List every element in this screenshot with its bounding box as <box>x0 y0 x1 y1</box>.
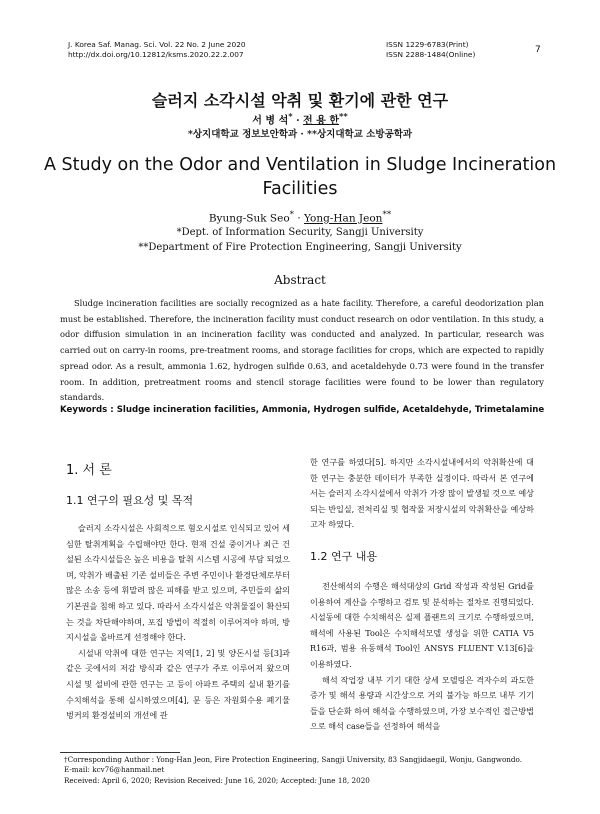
english-affiliation-1: *Dept. of Information Security, Sangji University <box>176 227 424 238</box>
author-1-en: Byung-Suk Seo <box>208 212 290 225</box>
doi-link[interactable]: http://dx.doi.org/10.12812/ksms.2020.22.2.007 <box>68 50 244 59</box>
corresponding-author: †Corresponding Author : Yong-Han Jeon, Fire Protection Engineering, Sangji University, 83 Sangjidaegil, Wonju, Gangwondo. <box>64 755 523 764</box>
korean-affiliation: *상지대학교 정보보안학과 · **상지대학교 소방공학과 <box>187 129 413 140</box>
korean-title: 슬러지 소각시설 악취 및 환기에 관한 연구 <box>151 91 449 110</box>
journal-citation: J. Korea Saf. Manag. Sci. Vol. 22 No. 2 June 2020 <box>68 40 246 49</box>
right-paragraph-3: 해석 작업장 내부 기기 대한 상세 모델링은 격자수의 과도한 증가 및 해석 용량과 시간상으로 거의 불가능 하므로 내부 기기들을 단순화 하여 해석을 수행하였으며, 가장 보수적인 접근방법으로 해석 case들을 선정하여 해석을 <box>310 674 534 732</box>
author-2-en: Yong-Han Jeon <box>304 212 383 225</box>
author-2-en-mark: ** <box>382 210 392 220</box>
author-2-kr: 전 용 한 <box>303 115 339 127</box>
journal-header <box>68 40 246 60</box>
footnote-divider <box>60 752 180 753</box>
abstract-heading: Abstract <box>274 273 326 287</box>
page-number: 7 <box>535 45 541 55</box>
author-2-kr-mark: ** <box>339 111 348 121</box>
abstract-text: Sludge incineration facilities are socially recognized as a hate facility. Therefore, a careful deodorization plan must be established. Therefore, the incineration facility must conduct research on odor ventilation. In this study, a odor diffusion simulation in an incineration facility was conducted and analyzed. In particular, research was carried out on carry-in rooms, pre-treatment rooms, and storage facilities for crops, which are expected to rapidly spread odor. As a result, ammonia 1.62, hydrogen sulfide 0.63, and acetaldehyde 0.73 were found in the transfer room. In addition, pretreatment rooms and stencil storage facilities were found to be lower than regulatory standards. <box>60 298 544 403</box>
issn-print: ISSN 1229-6783(Print) <box>386 40 469 49</box>
right-column-bottom <box>310 579 534 735</box>
section-1-heading: 1. 서 론 <box>66 463 112 478</box>
section-1-1-heading: 1.1 연구의 필요성 및 목적 <box>66 494 194 507</box>
author-1-kr-mark: * <box>288 111 293 121</box>
english-authors <box>0 210 600 225</box>
author-email[interactable]: E-mail: kcv76@hanmail.net <box>64 765 165 775</box>
author-separator-kr: · <box>292 115 304 127</box>
right-paragraph-2: 전산해석의 수행은 해석대상의 Grid 작성과 작성된 Grid를 이용하여 계산을 수행하고 검토 및 분석하는 절차로 진행되었다. 시설동에 대한 수치해석은 실제 플랜트의 크기로 수행하였으며, 해석에 사용된 Tool은 수치해석모델 생성을 위한 CATIA V5 R16과, 범용 유동해석 Tool인 ANSYS FLUENT V.13[6]을 이용하였다. <box>310 581 534 669</box>
author-separator-en: · <box>294 212 305 225</box>
received-dates: Received: April 6, 2020; Revision Received: June 16, 2020; Accepted: June 18, 2020 <box>64 775 370 785</box>
issn-block <box>386 40 475 60</box>
left-column <box>66 521 290 724</box>
english-affiliation-2: **Department of Fire Protection Engineering, Sangji University <box>138 242 462 253</box>
left-paragraph-1: 슬러지 소각시설은 사회적으로 혐오시설로 인식되고 있어 세심한 탈취계획을 수립해야만 한다. 현재 건설 중이거나 최근 건설된 소각시설들은 높은 비용을 탈취 시스템 시공에 부담 되었으며, 악취가 배출된 기존 설비들은 주변 주민이나 환경단체로부터 많은 소송 등에 휘말려 많은 피해를 받고 있으며, 주민들의 삶의 기본권을 침해 하고 있다. 따라서 소각시설은 악취물질이 확산되는 것을 차단해야하며, 포집 방법이 적절히 이루어져야 하며, 방지시설을 올바르게 선정해야 한다. <box>66 523 290 643</box>
issn-online: ISSN 2288-1484(Online) <box>386 50 476 59</box>
section-1-2-heading: 1.2 연구 내용 <box>310 550 377 563</box>
footnote <box>64 755 544 786</box>
author-1-en-mark: * <box>289 210 295 220</box>
right-column-top <box>310 455 534 533</box>
author-1-kr: 서 병 석 <box>252 115 289 127</box>
right-paragraph-1: 한 연구를 하였다[5]. 하지만 소각시설내에서의 악취확산에 대한 연구는 충분한 데이터가 부족한 실정이다. 따라서 본 연구에서는 슬러지 소각시설에서 악취가 가장 많이 발생될 것으로 예상되는 반입실, 전처리실 및 협작물 저장시설의 악취확산을 예상하고자 하였다. <box>310 457 534 530</box>
english-title: A Study on the Odor and Ventilation in Sludge Incineration Facilities <box>43 155 557 199</box>
keywords: Keywords : Sludge incineration facilities, Ammonia, Hydrogen sulfide, Acetaldehyde, Trimetalamine <box>60 405 545 415</box>
left-paragraph-2: 시설내 악취에 대한 연구는 지역[1, 2] 및 양돈시설 등[3]과 같은 곳에서의 저감 방식과 같은 연구가 주로 이루어져 왔으며 시설 및 설비에 관한 연구는 고 등이 아파트 주택의 실내 환기를 수치해석을 통해 실시하였으며[4], 문 등은 자원회수용 폐기물 벙커의 환경설비의 개선에 관 <box>66 647 290 721</box>
korean-authors <box>0 111 600 126</box>
